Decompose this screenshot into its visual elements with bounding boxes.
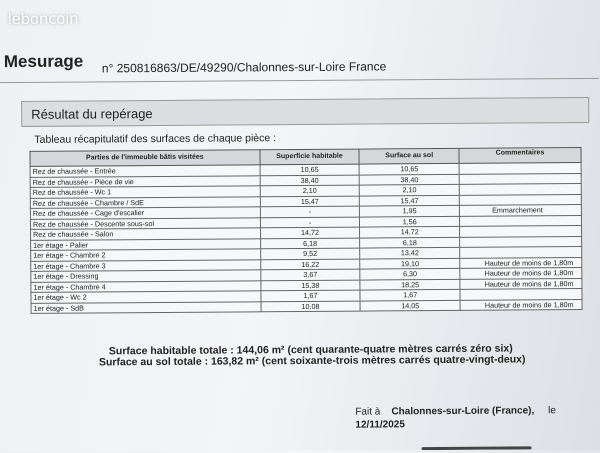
room-name-cell: Rez de chaussée - Chambre / SdE [30, 196, 260, 208]
floor-area-cell: 15,47 [360, 195, 460, 206]
habitable-area-cell: 9,52 [260, 248, 360, 259]
floor-area-cell: 1,56 [360, 216, 460, 227]
habitable-area-cell: 10,08 [261, 301, 361, 312]
room-name-cell: 1er étage - Dressing [31, 270, 261, 282]
column-header: Parties de l'immeuble bâtis visitées [30, 150, 260, 167]
floor-area-cell: 2,10 [360, 184, 460, 195]
section-title: Résultat du repérage [31, 106, 153, 122]
surface-table [29, 147, 582, 314]
floor-area-cell: 14,72 [360, 226, 460, 237]
floor-area-cell: 10,65 [359, 163, 459, 174]
habitable-area-cell: 15,47 [260, 196, 360, 207]
comment-cell: Emmarchement [459, 205, 581, 216]
table-caption: Tableau récapitulatif des surfaces de chaque pièce : [34, 132, 277, 146]
room-name-cell: 1er étage - Wc 2 [31, 291, 261, 303]
total-habitable: Surface habitable totale : 144,06 m² (cent quarante-quatre mètres carrés zéro six) [108, 342, 513, 358]
habitable-area-cell: 10,65 [260, 164, 360, 175]
column-header: Commentaires [459, 148, 581, 164]
floor-area-cell: 6,30 [360, 268, 460, 279]
comment-cell: Hauteur de moins de 1,80m [460, 299, 582, 310]
floor-area-cell: 14,05 [360, 300, 460, 311]
le-label: le [548, 405, 556, 417]
comment-cell: Hauteur de moins de 1,80m [460, 257, 582, 268]
floor-area-cell: 18,25 [360, 279, 460, 290]
fait-a-label: Fait à [355, 406, 381, 418]
comment-cell: Hauteur de moins de 1,80m [460, 268, 582, 279]
floor-area-cell: 6,18 [360, 237, 460, 248]
room-name-cell: 1er étage - Chambre 2 [31, 249, 261, 261]
document-reference: n° 250816863/DE/49290/Chalonnes-sur-Loire France [101, 59, 387, 76]
habitable-area-cell: 2,10 [260, 185, 360, 196]
column-header: Surface au sol [359, 148, 459, 164]
room-name-cell: 1er étage - Chambre 3 [31, 259, 261, 271]
room-name-cell: Rez de chaussée - Entrée [30, 165, 260, 177]
column-header: Superficie habitable [260, 149, 360, 165]
room-name-cell: 1er étage - Palier [31, 238, 261, 250]
room-name-cell: Rez de chaussée - Descente sous-sol [30, 217, 260, 229]
habitable-area-cell: 16,22 [260, 259, 360, 270]
habitable-area-cell: 1,67 [261, 290, 361, 301]
room-name-cell: Rez de chaussée - Cage d'escalier [30, 207, 260, 219]
signature-place-line [355, 405, 556, 417]
habitable-area-cell: 6,18 [260, 238, 360, 249]
floor-area-cell: 19,10 [360, 258, 460, 269]
signature-place: Chalonnes-sur-Loire (France), [391, 405, 535, 418]
leboncoin-watermark: leboncoin [7, 9, 79, 29]
habitable-area-cell: 3,67 [260, 269, 360, 280]
total-sol: Surface au sol totale : 163,82 m² (cent soixante-trois mètres carrés quatre-vingt-deux) [98, 353, 526, 369]
floor-area-cell: 38,40 [359, 174, 459, 185]
room-name-cell: 1er étage - Chambre 4 [31, 280, 261, 292]
habitable-area-cell: 14,72 [260, 227, 360, 238]
floor-area-cell: 1,67 [360, 289, 460, 300]
habitable-area-cell: - [260, 206, 360, 217]
habitable-area-cell: - [260, 217, 360, 228]
floor-area-cell: 1,95 [360, 205, 460, 216]
habitable-area-cell: 15,38 [260, 280, 360, 291]
room-name-cell: 1er étage - SdB [31, 301, 261, 313]
room-name-cell: Rez de chaussée - Salon [31, 228, 261, 240]
document-title: Mesurage [3, 51, 84, 72]
floor-area-cell: 13,42 [360, 247, 460, 258]
header-divider [0, 78, 599, 83]
habitable-area-cell: 38,40 [260, 175, 360, 186]
comment-cell: Hauteur de moins de 1,80m [460, 278, 582, 289]
cut-off-text [362, 441, 542, 450]
room-name-cell: Rez de chaussée - Wc 1 [30, 186, 260, 198]
room-name-cell: Rez de chaussée - Pièce de vie [30, 175, 260, 187]
signature-date: 12/11/2025 [355, 419, 405, 431]
